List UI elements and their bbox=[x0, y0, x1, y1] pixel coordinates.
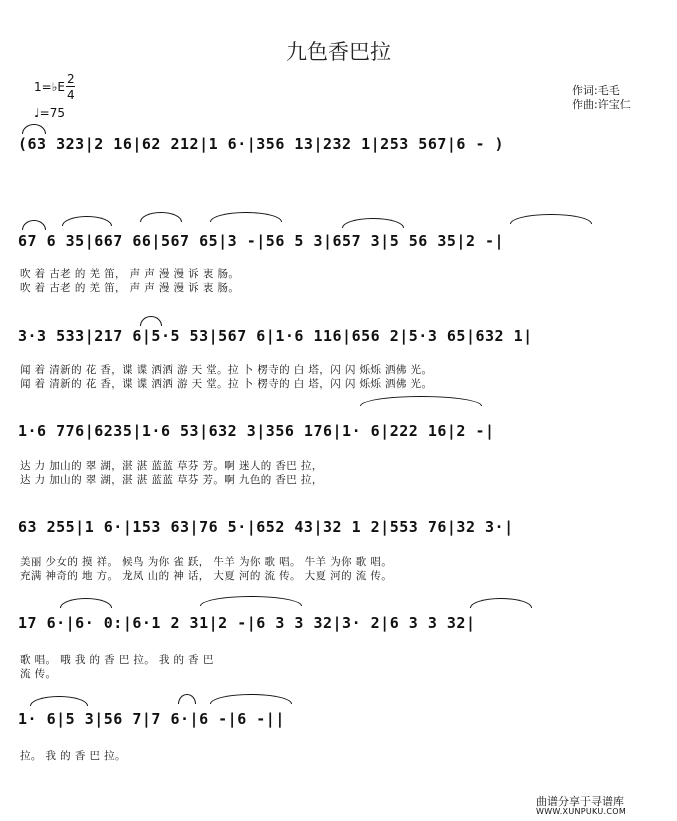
notation-line-6: 17 6·|6· 0:|6·1 2 31|2 -|6 3 3 32|3· 2|6 3 3 32| bbox=[18, 614, 476, 632]
source-url[interactable]: WWW.XUNPUKU.COM bbox=[536, 807, 627, 816]
notation-line-5: 63 255|1 6·|153 63|76 5·|652 43|32 1 2|553 76|32 3·| bbox=[18, 518, 514, 536]
slur-mark bbox=[62, 216, 112, 226]
time-signature-denominator: 4 bbox=[67, 88, 75, 102]
slur-mark bbox=[470, 598, 532, 608]
slur-mark bbox=[140, 316, 162, 326]
lyric-line-6-verse-1: 歌 唱。 哦 我 的 香 巴 拉。 我 的 香 巴 bbox=[20, 654, 214, 666]
slur-mark bbox=[360, 396, 482, 406]
lyric-line-2-verse-1: 吹 着 古老 的 羌 笛， 声 声 漫 漫 诉 衷 肠。 bbox=[20, 268, 240, 280]
slur-mark bbox=[60, 598, 112, 608]
slur-mark bbox=[200, 596, 302, 606]
notation-line-7: 1· 6|5 3|56 7|7 6·|6 -|6 -|| bbox=[18, 710, 285, 728]
notation-line-1: (63 323|2 16|62 212|1 6·|356 13|232 1|253 567|6 - ) bbox=[18, 135, 505, 153]
song-title: 九色香巴拉 bbox=[286, 40, 391, 64]
lyric-line-7-verse-1: 拉。 我 的 香 巴 拉。 bbox=[20, 750, 126, 762]
tempo-mark: ♩=75 bbox=[34, 106, 65, 120]
lyric-line-4-verse-2: 达 力 加山的 翠 湖，湛 湛 蓝蓝 草芬 芳。啊 九色的 香巴 拉， bbox=[20, 474, 323, 486]
slur-mark bbox=[22, 220, 46, 230]
lyricist-credit: 作词:毛毛 bbox=[572, 84, 620, 97]
lyric-line-5-verse-2: 充满 神奇的 地 方。 龙凤 山的 神 话， 大夏 河的 流 传。 大夏 河的 流 传。 bbox=[20, 570, 393, 582]
time-signature-numerator: 2 bbox=[67, 72, 75, 86]
slur-mark bbox=[342, 218, 404, 228]
notation-line-2: 67 6 35|667 66|567 65|3 -|56 5 3|657 3|5 56 35|2 -| bbox=[18, 232, 505, 250]
slur-mark bbox=[210, 212, 282, 222]
lyric-line-3-verse-2: 闻 着 清新的 花 香，谍 谍 洒洒 游 天 堂。拉 卜 楞寺的 白 塔，闪 闪 烁烁 洒佛 光。 bbox=[20, 378, 433, 390]
lyric-line-3-verse-1: 闻 着 清新的 花 香，谍 谍 洒洒 游 天 堂。拉 卜 楞寺的 白 塔，闪 闪 烁烁 洒佛 光。 bbox=[20, 364, 433, 376]
slur-mark bbox=[210, 694, 292, 704]
slur-mark bbox=[178, 694, 196, 704]
notation-line-4: 1·6 776|6235|1·6 53|632 3|356 176|1· 6|222 16|2 -| bbox=[18, 422, 495, 440]
lyric-line-5-verse-1: 美丽 少女的 摸 祥。 候鸟 为你 雀 跃， 牛羊 为你 歌 唱。 牛羊 为你 歌 唱。 bbox=[20, 556, 393, 568]
slur-mark bbox=[22, 124, 46, 134]
time-signature-bar bbox=[66, 86, 75, 87]
composer-credit: 作曲:许宝仁 bbox=[572, 98, 631, 111]
lyric-line-4-verse-1: 达 力 加山的 翠 湖，湛 湛 蓝蓝 草芬 芳。啊 迷人的 香巴 拉， bbox=[20, 460, 323, 472]
key-signature: 1=♭E bbox=[34, 80, 65, 94]
notation-line-3: 3·3 533|217 6|5·5 53|567 6|1·6 116|656 2|5·3 65|632 1| bbox=[18, 327, 533, 345]
slur-mark bbox=[140, 212, 182, 222]
lyric-line-6-verse-2: 流 传。 bbox=[20, 668, 57, 680]
lyric-line-2-verse-2: 吹 着 古老 的 羌 笛， 声 声 漫 漫 诉 衷 肠。 bbox=[20, 282, 240, 294]
source-credit: 曲谱分享于寻谱库 bbox=[536, 795, 624, 808]
slur-mark bbox=[30, 696, 88, 706]
slur-mark bbox=[510, 214, 592, 224]
